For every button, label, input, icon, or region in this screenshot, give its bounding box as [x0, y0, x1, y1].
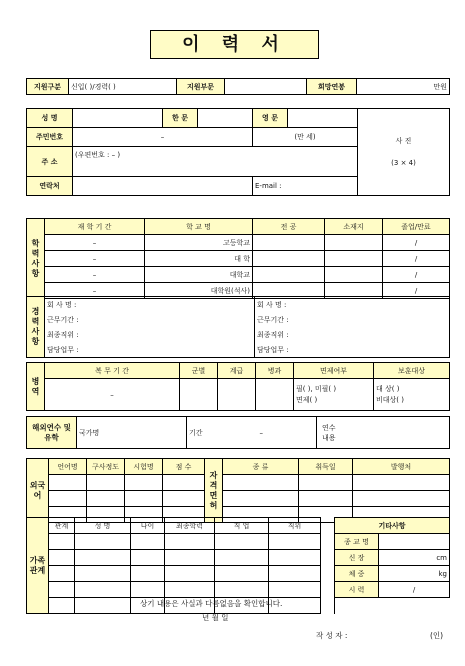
edu-header-major: 전 공	[253, 219, 325, 235]
license-header-date: 취득일	[299, 459, 353, 475]
mil-veteran[interactable]	[374, 379, 450, 411]
lang-header-score: 점 수	[163, 459, 205, 475]
name-label: 성 명	[27, 109, 73, 128]
fam-cell[interactable]	[215, 566, 269, 582]
edu-school[interactable]: 대학원(석사)	[145, 283, 253, 299]
fam-cell[interactable]	[269, 550, 321, 566]
english-label: 영 문	[253, 109, 288, 128]
hanja-label: 한 문	[163, 109, 198, 128]
fam-cell[interactable]	[215, 550, 269, 566]
vision-label: 시 력	[335, 582, 379, 598]
fam-cell[interactable]	[269, 534, 321, 550]
fam-cell[interactable]	[75, 566, 131, 582]
edu-school[interactable]: 대 학	[145, 251, 253, 267]
family-section-label: 가족관계	[27, 518, 49, 614]
contact-field[interactable]	[73, 177, 253, 196]
mil-exempt-line1: 필( ), 미필( )	[296, 384, 337, 393]
apply-part-label: 지원부문	[177, 79, 225, 95]
fam-cell[interactable]	[215, 534, 269, 550]
mil-veteran-line1: 대 상( )	[376, 384, 400, 393]
edu-period[interactable]: –	[45, 267, 145, 283]
career-duty-1[interactable]: 담당업무 :	[45, 342, 255, 358]
mil-exempt-line2: 면제( )	[296, 395, 318, 404]
abroad-table	[26, 416, 450, 449]
edu-period[interactable]: –	[45, 283, 145, 299]
rrn-field[interactable]: –	[73, 128, 253, 147]
lang-cell[interactable]	[87, 475, 125, 491]
fam-header-job: 직 업	[215, 518, 269, 534]
contact-label: 연락처	[27, 177, 73, 196]
license-cell[interactable]	[223, 491, 299, 507]
extra-header: 기타사항	[335, 518, 450, 534]
photo-box[interactable]	[358, 109, 450, 196]
edu-major[interactable]	[253, 235, 325, 251]
apply-type-label: 지원구분	[27, 79, 69, 95]
edu-header-school: 학 교 명	[145, 219, 253, 235]
edu-header-period: 재 학 기 간	[45, 219, 145, 235]
address-field[interactable]: (우편번호 : – )	[73, 147, 358, 177]
language-section-label: 외국어	[27, 459, 49, 523]
edu-location[interactable]	[325, 267, 383, 283]
fam-cell[interactable]	[75, 534, 131, 550]
photo-size: (3 × 4)	[391, 159, 416, 167]
mil-header-rank: 계급	[218, 363, 256, 379]
extra-spacer	[335, 598, 450, 614]
mil-header-branch: 군별	[180, 363, 218, 379]
career-section-label: 경력사항	[27, 297, 45, 358]
edu-period[interactable]: –	[45, 251, 145, 267]
mil-veteran-line2: 비대상( )	[376, 395, 404, 404]
mil-period[interactable]: –	[45, 379, 180, 411]
abroad-purpose-field[interactable]	[341, 417, 450, 449]
page-title: 이 력 서	[150, 30, 319, 59]
education-table	[26, 218, 450, 299]
religion-field[interactable]	[379, 534, 450, 550]
vision-field[interactable]: /	[379, 582, 450, 598]
height-label: 신 장	[335, 550, 379, 566]
career-duty-2[interactable]: 담당업무 :	[255, 342, 450, 358]
edu-period[interactable]: –	[45, 235, 145, 251]
fam-cell[interactable]	[165, 582, 215, 598]
mil-header-period: 복 무 기 간	[45, 363, 180, 379]
date-text: 년 월 일	[202, 613, 229, 622]
edu-location[interactable]	[325, 235, 383, 251]
fam-header-education: 최종학력	[165, 518, 215, 534]
age-field[interactable]: (만 세)	[253, 128, 358, 147]
license-cell[interactable]	[299, 491, 353, 507]
confirm-text: 상기 내용은 사실과 다름없음을 확인합니다.	[140, 599, 283, 608]
fam-cell[interactable]	[269, 582, 321, 598]
salary-field[interactable]: 만원	[357, 79, 450, 95]
mil-header-specialty: 병과	[256, 363, 294, 379]
lang-cell[interactable]	[125, 475, 163, 491]
lang-header-level: 구사정도	[87, 459, 125, 475]
career-company-1[interactable]: 회 사 명 :	[45, 297, 255, 313]
fam-cell[interactable]	[75, 550, 131, 566]
abroad-country-label: 국가명	[77, 417, 107, 449]
abroad-section-label: 해외연수 및 유학	[27, 417, 77, 449]
weight-field[interactable]: kg	[379, 566, 450, 582]
mil-header-exempt: 면제여부	[294, 363, 374, 379]
lang-cell[interactable]	[49, 491, 87, 507]
career-position-2[interactable]: 최종직위 :	[255, 327, 450, 342]
abroad-period-field[interactable]: –	[207, 417, 317, 449]
career-company-2[interactable]: 회 사 명 :	[255, 297, 450, 313]
hanja-field[interactable]	[198, 109, 253, 128]
lang-header-exam: 시험명	[125, 459, 163, 475]
address-label: 주 소	[27, 147, 73, 177]
personal-table	[26, 108, 450, 196]
fam-cell[interactable]	[49, 598, 75, 614]
name-field[interactable]	[73, 109, 163, 128]
fam-cell[interactable]	[165, 534, 215, 550]
language-table	[26, 458, 450, 523]
edu-graduation[interactable]: /	[383, 235, 450, 251]
edu-graduation[interactable]: /	[383, 283, 450, 299]
edu-location[interactable]	[325, 251, 383, 267]
fam-cell[interactable]	[269, 566, 321, 582]
salary-label: 희망연봉	[307, 79, 357, 95]
height-field[interactable]: cm	[379, 550, 450, 566]
apply-part-field[interactable]	[225, 79, 307, 95]
fam-cell[interactable]	[131, 566, 165, 582]
edu-major[interactable]	[253, 251, 325, 267]
abroad-period-label: 기간	[187, 417, 207, 449]
military-section-label: 병역	[27, 363, 45, 411]
license-cell[interactable]	[353, 491, 450, 507]
weight-label: 체 중	[335, 566, 379, 582]
fam-header-position: 직위	[269, 518, 321, 534]
edu-school[interactable]: 대학교	[145, 267, 253, 283]
edu-header-graduation: 졸업/만료	[383, 219, 450, 235]
military-table	[26, 362, 450, 411]
license-header-type: 종 류	[223, 459, 299, 475]
fam-cell[interactable]	[49, 550, 75, 566]
fam-cell[interactable]	[131, 550, 165, 566]
fam-cell[interactable]	[131, 582, 165, 598]
mil-exempt[interactable]	[294, 379, 374, 411]
fam-cell[interactable]	[49, 566, 75, 582]
edu-graduation[interactable]: /	[383, 251, 450, 267]
fam-cell[interactable]	[75, 582, 131, 598]
mil-branch[interactable]	[180, 379, 218, 411]
seal-mark: (인)	[430, 631, 444, 640]
fam-header-age: 나이	[131, 518, 165, 534]
religion-label: 종 교 명	[335, 534, 379, 550]
mil-header-veteran: 보훈대상	[374, 363, 450, 379]
career-period-2[interactable]: 근무기간 :	[255, 312, 450, 327]
edu-school[interactable]: 고등학교	[145, 235, 253, 251]
english-field[interactable]	[288, 109, 358, 128]
top-table	[26, 78, 450, 95]
lang-cell[interactable]	[163, 491, 205, 507]
career-table	[26, 296, 450, 358]
fam-cell[interactable]	[165, 566, 215, 582]
family-spacer	[321, 518, 335, 614]
lang-cell[interactable]	[163, 475, 205, 491]
fam-cell[interactable]	[49, 534, 75, 550]
abroad-country-field[interactable]	[107, 417, 187, 449]
abroad-purpose-label: 연수 내용	[317, 417, 341, 449]
fam-cell[interactable]	[165, 550, 215, 566]
mil-specialty[interactable]	[256, 379, 294, 411]
fam-cell[interactable]	[75, 598, 131, 614]
lang-cell[interactable]	[49, 475, 87, 491]
fam-header-relation: 관계	[49, 518, 75, 534]
lang-header-language: 언어명	[49, 459, 87, 475]
writer-label: 작 성 자 :	[316, 631, 348, 640]
photo-label: 사 진	[395, 137, 412, 145]
fam-header-name: 성 명	[75, 518, 131, 534]
fam-cell[interactable]	[49, 582, 75, 598]
edu-major[interactable]	[253, 267, 325, 283]
education-section-label: 학력사항	[27, 219, 45, 299]
fam-cell[interactable]	[215, 582, 269, 598]
lang-cell[interactable]	[125, 491, 163, 507]
license-cell[interactable]	[299, 475, 353, 491]
career-position-1[interactable]: 최종직위 :	[45, 327, 255, 342]
license-section-label: 자격면허	[205, 459, 223, 523]
fam-cell[interactable]	[131, 534, 165, 550]
edu-graduation[interactable]: /	[383, 267, 450, 283]
edu-header-location: 소재지	[325, 219, 383, 235]
lang-cell[interactable]	[87, 491, 125, 507]
email-field[interactable]: E-mail :	[253, 177, 358, 196]
license-cell[interactable]	[223, 475, 299, 491]
rrn-label: 주민번호	[27, 128, 73, 147]
mil-rank[interactable]	[218, 379, 256, 411]
license-header-issuer: 발행처	[353, 459, 450, 475]
license-cell[interactable]	[353, 475, 450, 491]
career-period-1[interactable]: 근무기간 :	[45, 312, 255, 327]
apply-type-field[interactable]: 신입( )/경력( )	[69, 79, 177, 95]
